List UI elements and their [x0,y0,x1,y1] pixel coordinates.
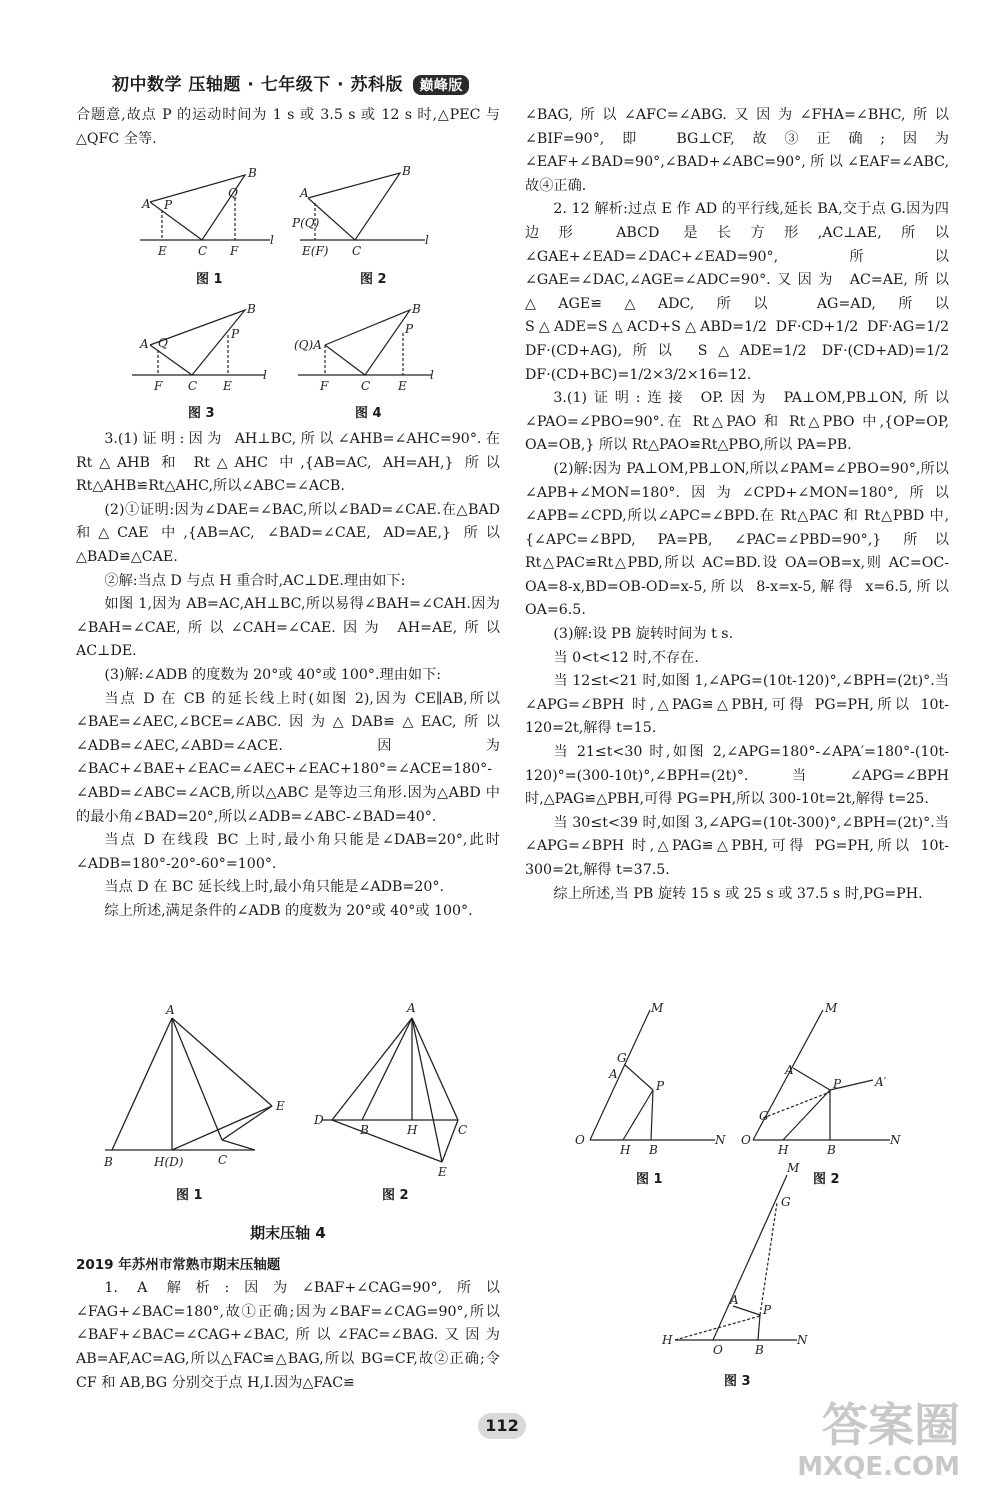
triangle-figures [100,1000,480,1189]
right-para-6: 当 12≤t<21 时,如图 1,∠APG=(10t-120)°,∠BPH=(2t)°.当∠APG=∠BPH 时,△PAG≌△PBH,可得 PG=PH,所以 10t-120=2t,解得 t=15. [525,673,949,737]
left-col-top [76,104,500,151]
f3-B: B [247,302,256,316]
caption-rfig3: 图 3 [724,1374,751,1389]
r2-N: N [890,1133,901,1147]
f3-A: A [140,337,149,351]
left-para-4: 如图 1,因为 AB=AC,AH⊥BC,所以易得∠BAH=∠CAH.因为∠BAH=∠CAE,所以∠CAH=∠CAE.因为 AH=AE,所以 AC⊥DE. [76,596,500,660]
f4-QA: (Q)A [294,338,322,352]
f1-P: P [164,198,173,212]
rotation-figures [565,1001,925,1394]
fig2-E: E [438,1165,447,1179]
caption-fig1-b: 图 1 [176,1188,203,1203]
r1-P: P [656,1079,665,1093]
right-para-9: 综上所述,当 PB 旋转 15 s 或 25 s 或 37.5 s 时,PG=PH. [553,885,923,902]
f1-C: C [198,244,208,258]
right-para-5: 当 0<t<12 时,不存在. [553,649,699,666]
r3-O: O [713,1343,723,1357]
running-header [112,70,469,95]
f4-B: B [412,302,421,316]
f2-C: C [352,244,362,258]
fig2-C: C [458,1123,468,1137]
left-para-1: 3.(1)证明:因为 AH⊥BC,所以∠AHB=∠AHC=90°.在 Rt△AHB 和 Rt△AHC 中,{AB=AC, AH=AH,} 所以 Rt△AHB≌Rt△AHC,所以∠ABC=∠ACB. [76,431,500,495]
f1-Q: Q [228,186,238,200]
section-subtitle: 2019 年苏州市常熟市期末压轴题 [76,1256,281,1273]
right-para-2: 3.(1)证明:连接 OP.因为 PA⊥OM,PB⊥ON,所以∠PAO=∠PBO=90°.在 Rt△PAO 和 Rt△PBO 中,{OP=OP, OA=OB,} 所以 Rt△PAO≌Rt△PBO,所以 PA=PB. [525,390,949,454]
f4-l: l [430,368,434,382]
final-section [76,1222,500,1395]
section-text: 1. A 解析:因为∠BAF+∠CAG=90°,所以∠FAG+∠BAC=180°,故①正确;因为∠BAF=∠CAG=90°,所以∠BAF+∠BAC=∠CAG+∠BAC,所以∠FAC=∠BAG.又因为 AB=AF,AC=AG,所以△FAC≌△BAG,所以 BG=CF,故②正确;令 CF 和 AB,BG 分别交于点 H,I.因为△FAC≌ [76,1280,500,1391]
f2-l: l [425,233,429,247]
fig2-A: A [407,1001,416,1015]
page-number: 112 [478,1413,526,1439]
pqf-diagrams [120,165,450,415]
f1-B: B [248,166,257,180]
r2-O: O [741,1133,751,1147]
figure-group-1-4 [120,165,450,419]
left-para-8: 当点 D 在 BC 延长线上时,最小角只能是∠ADB=20°. [104,879,444,896]
r3-M: M [787,1161,800,1175]
fig1-E: E [276,1099,285,1113]
fig2-H: H [407,1123,418,1137]
r2-H: H [778,1143,789,1157]
fig2-B: B [360,1123,369,1137]
mon-diagrams [565,1001,925,1390]
f2-PQ: P(Q) [292,216,320,230]
left-para-9: 综上所述,满足条件的∠ADB 的度数为 20°或 40°或 100°. [104,902,473,919]
fig1-A: A [166,1003,175,1017]
r3-N: N [797,1333,808,1347]
f3-l: l [263,368,267,382]
r1-H: H [620,1143,631,1157]
left-para-6: 当点 D 在 CB 的延长线上时(如图 2),因为 CE∥AB,所以∠BAE=∠AEC,∠BCE=∠ABC.因为△DAB≌△EAC,所以∠ADB=∠AEC,∠ABD=∠ACE.因为∠BAC+∠BAE+∠EAC=∠AEC+∠EAC+180°=∠ACE=180°-∠ABD=∠ABC=∠ACB,所以△ABC 是等边三角形.因为△ABD 中的最小角∠BAD=20°,所以∠ADB=∠ABC-∠BAD=40°. [76,690,500,825]
r1-O: O [575,1133,585,1147]
r1-N: N [715,1133,726,1147]
book-grade: · 七年级下 · 苏科版 [247,75,404,95]
section-title: 期末压轴 4 [250,1224,326,1242]
r3-H: H [662,1333,673,1347]
fig1-HD: H(D) [154,1155,184,1169]
caption-fig4-a: 图 4 [355,406,382,421]
r1-B: B [649,1143,658,1157]
f1-l: l [270,233,274,247]
f3-Q: Q [158,336,168,350]
caption-fig3-a: 图 3 [188,406,215,421]
left-para-2: (2)①证明:因为∠DAE=∠BAC,所以∠BAD=∠CAE.在△BAD 和△CAE 中,{AB=AC, ∠BAD=∠CAE, AD=AE,} 所以△BAD≌△CAE. [76,501,500,565]
caption-fig2-b: 图 2 [382,1188,409,1203]
book-subject: 初中数学 [112,75,182,95]
caption-fig1-a: 图 1 [196,272,223,287]
caption-rfig2: 图 2 [813,1172,840,1187]
r2-M: M [825,1001,838,1015]
f4-P: P [405,322,414,336]
left-para-3: ②解:当点 D 与点 H 重合时,AC⊥DE.理由如下: [104,572,406,589]
f1-F: F [230,244,239,258]
r2-G: G [759,1109,769,1123]
book-brand: 压轴题 [188,75,241,95]
r2-A: A [785,1063,794,1077]
fig1-C: C [218,1153,228,1167]
r1-M: M [651,1001,664,1015]
r3-P: P [763,1303,772,1317]
r3-A: A [730,1293,739,1307]
f3-F: F [154,379,163,393]
f3-C: C [188,379,198,393]
f4-C: C [361,379,371,393]
right-para-7: 当 21≤t<30 时,如图 2,∠APG=180°-∠APA′=180°-(10t-120)°=(300-10t)°,∠BPH=(2t)°.当∠APG=∠BPH 时,△PAG≌△PBH,可得 PG=PH,所以 300-10t=2t,解得 t=25. [525,744,949,808]
r1-A: A [609,1067,618,1081]
f2-EF: E(F) [302,244,329,258]
f4-E: E [398,379,407,393]
r2-Ap: A′ [875,1075,887,1089]
right-para-0: ∠BAG,所以∠AFC=∠ABG.又因为∠FHA=∠BHC,所以∠BIF=90°,即 BG⊥CF,故③正确;因为∠EAF+∠BAD=90°,∠BAD+∠ABC=90°,所以∠EAF=∠ABC,故④正确. [525,107,949,194]
abc-diagrams [100,1000,480,1185]
f2-B: B [402,164,411,178]
f3-P: P [231,327,240,341]
right-para-3: (2)解:因为 PA⊥OM,PB⊥ON,所以∠PAM=∠PBO=90°,所以∠APB+∠MON=180°.因为∠CPD+∠MON=180°,所以∠APB=∠CPD,所以∠APC=∠BPD.在 Rt△PAC 和 Rt△PBD 中,{∠APC=∠BPD, PA=PB, ∠PAC=∠PBD=90°,} 所以 Rt△PAC≌Rt△PBD,所以 AC=BD.设 OA=OB=x,则 AC=OC-OA=8-x,BD=OB-OD=x-5,所以 8-x=x-5,解得 x=6.5,所以 OA=6.5. [525,460,949,619]
fig2-D: D [314,1113,324,1127]
r2-P: P [833,1077,842,1091]
watermark-url: MXQE.COM [797,1452,960,1482]
left-col-main [76,428,500,923]
right-para-8: 当 30≤t<39 时,如图 3,∠APG=(10t-300)°,∠BPH=(2t)°.当∠APG=∠BPH 时,△PAG≌△PBH,可得 PG=PH,所以 10t-300=2t,解得 t=37.5. [525,814,949,878]
right-col [525,104,949,906]
f1-E: E [158,244,167,258]
right-para-1: 2. 12 解析:过点 E 作 AD 的平行线,延长 BA,交于点 G.因为四边形 ABCD 是长方形,AC⊥AE,所以∠GAE+∠EAD=∠DAC+∠EAD=90°,所以∠GAE=∠DAC,∠AGE=∠ADC=90°.又因为 AC=AE,所以△AGE≌△ADC,所以 AG=AD,所以 S△ADE=S△ACD+S△ABD=1/2 DF·CD+1/2 DF·AG=1/2 DF·(CD+AG),所以 S△ADE=1/2 DF·(CD+AD)=1/2 DF·(CD+BC)=1/2×3/2×16=12. [525,201,949,383]
f2-A: A [300,186,309,200]
left-para-0: 合题意,故点 P 的运动时间为 1 s 或 3.5 s 或 12 s 时,△PEC 与△QFC 全等. [76,107,500,147]
r3-B: B [755,1343,764,1357]
left-para-5: (3)解:∠ADB 的度数为 20°或 40°或 100°.理由如下: [104,666,442,683]
f4-F: F [320,379,329,393]
r2-B: B [827,1143,836,1157]
f1-A: A [142,197,151,211]
r1-G: G [617,1051,627,1065]
caption-fig2-a: 图 2 [360,272,387,287]
right-para-4: (3)解:设 PB 旋转时间为 t s. [553,626,734,643]
f3-E: E [223,379,232,393]
watermark-logo: 答案圈 [822,1398,960,1452]
caption-rfig1: 图 1 [636,1172,663,1187]
r3-G: G [781,1195,791,1209]
edition-badge: 巅峰版 [413,75,469,95]
fig1-B: B [104,1155,113,1169]
left-para-7: 当点 D 在线段 BC 上时,最小角只能是∠DAB=20°,此时∠ADB=180°-20°-60°=100°. [76,832,500,872]
